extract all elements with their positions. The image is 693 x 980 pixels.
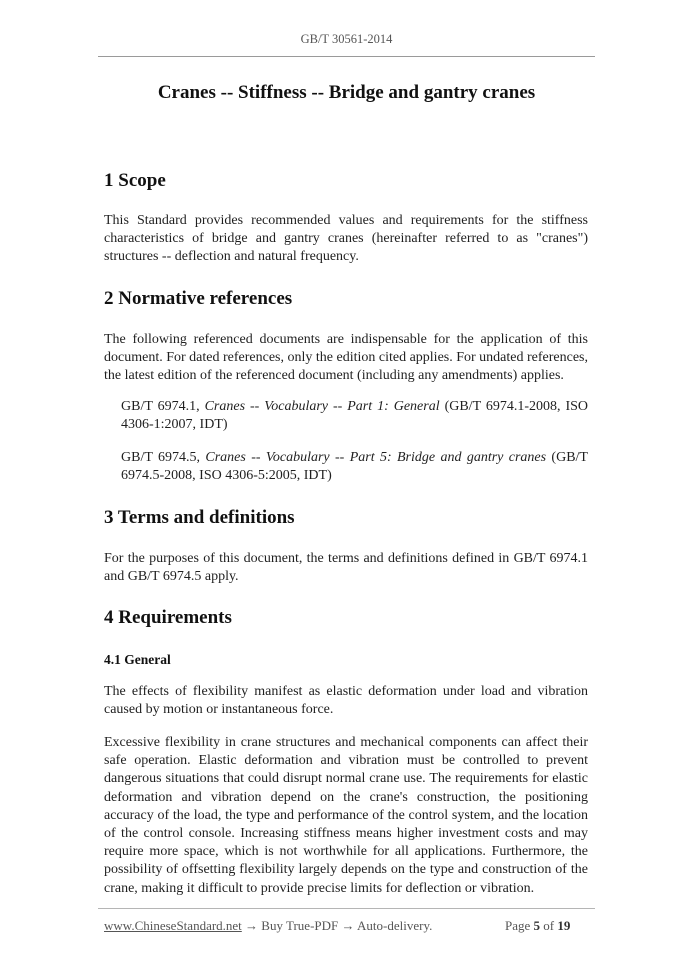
header-divider	[98, 56, 595, 57]
site-link[interactable]: www.ChineseStandard.net	[104, 918, 242, 933]
general-subheading: 4.1 General	[104, 652, 171, 667]
section-terms-body	[104, 550, 588, 586]
terms-paragraph: For the purposes of this document, the terms and definitions defined in GB/T 6974.1 and GB/T 6974.5 apply.	[104, 551, 588, 585]
section-scope-body	[104, 212, 588, 267]
reference-title: Cranes -- Vocabulary -- Part 1: General	[204, 399, 440, 414]
reference-code: GB/T 6974.5,	[121, 450, 206, 465]
requirements-paragraph-2: Excessive flexibility in crane structures and mechanical components can affect their safe operation. Elastic deformation and vibration must be controlled to prevent dangerous situations that could disrupt normal crane use. The requirements for elastic deformation and vibration depend on the crane's construction, the positioning accuracy of the load, the type and performance of the control system, and the location of the control console. Increasing stiffness means higher investment costs and may require more space, which is not worthwhile for all applications. Furthermore, the possibility of offsetting flexibility largely depends on the type and construction of the crane, making it difficult to provide precise limits for deflection or vibration.	[104, 735, 588, 896]
reference-title: Cranes -- Vocabulary -- Part 5: Bridge and gantry cranes	[205, 450, 547, 465]
standard-code-header: GB/T 30561-2014	[300, 32, 393, 46]
requirements-paragraph-1: The effects of flexibility manifest as elastic deformation under load and vibration caused by motion or instantaneous force.	[104, 684, 588, 718]
page-total: 19	[557, 918, 571, 933]
requirements-body-2	[104, 734, 588, 898]
footer-promo	[104, 918, 432, 934]
page-label: Page	[505, 918, 534, 933]
page-number	[505, 918, 570, 934]
terms-heading: 3 Terms and definitions	[104, 507, 295, 528]
scope-heading: 1 Scope	[104, 170, 166, 191]
section-normative-heading	[104, 288, 588, 310]
normative-heading: 2 Normative references	[104, 288, 293, 309]
reference-text	[121, 398, 588, 434]
section-scope-heading	[104, 170, 588, 192]
subsection-general-heading	[104, 652, 588, 668]
normative-paragraph: The following referenced documents are indispensable for the application of this document. For dated references, only the edition cited applies. For undated references, the latest edition of the referenced document (including any amendments) applies.	[104, 332, 588, 384]
page-current: 5	[533, 918, 541, 933]
section-normative-body	[104, 331, 588, 386]
document-title: Cranes -- Stiffness -- Bridge and gantry cranes	[157, 82, 536, 103]
reference-tail: (GB/T 6974.1-2008, ISO 4306-1:2007, IDT)	[121, 399, 589, 433]
promo-text: → Buy True-PDF → Auto-delivery.	[241, 918, 433, 933]
requirements-body-1	[104, 683, 588, 719]
scope-paragraph: This Standard provides recommended values and requirements for the stiffness characteristics of bridge and gantry cranes (hereinafter referred to as "cranes") structures -- deflection and natural frequency.	[104, 213, 588, 265]
page-of: of	[540, 918, 558, 933]
reference-item	[121, 398, 588, 434]
section-requirements-heading	[104, 607, 588, 629]
reference-item	[121, 449, 588, 485]
reference-text	[121, 449, 588, 485]
section-terms-heading	[104, 507, 588, 529]
reference-code: GB/T 6974.1,	[121, 399, 205, 414]
footer-divider	[98, 908, 595, 909]
reference-tail: (GB/T 6974.5-2008, ISO 4306-5:2005, IDT)	[121, 450, 588, 484]
requirements-heading: 4 Requirements	[104, 607, 232, 628]
